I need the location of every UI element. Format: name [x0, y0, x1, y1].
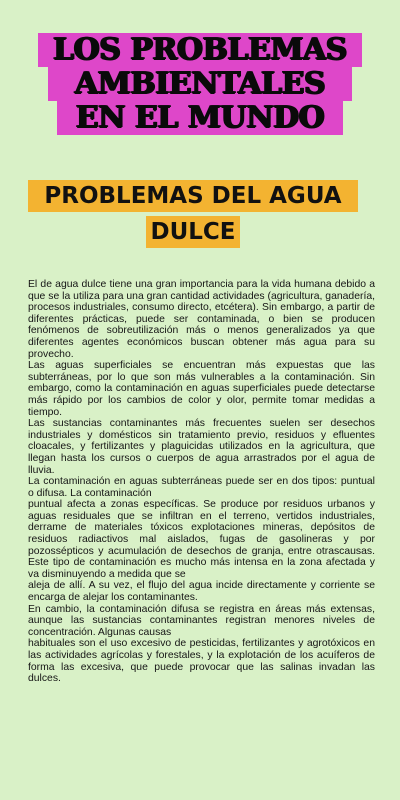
paragraph: aleja de allí. A su vez, el flujo del agua incide directamente y corriente se encarga de alejar los contaminantes. — [28, 580, 375, 604]
main-title-line-1: LOS PROBLEMAS — [38, 33, 362, 67]
section-heading-line-1: PROBLEMAS DEL AGUA — [28, 180, 358, 212]
main-title — [38, 33, 362, 135]
main-title-line-3: EN EL MUNDO — [57, 101, 343, 135]
paragraph: En cambio, la contaminación difusa se registra en áreas más extensas, aunque las sustancias contaminantes registran menores niveles de concentración. Algunas causas — [28, 603, 375, 638]
section-heading-line-2: DULCE — [146, 216, 240, 248]
paragraph: Las sustancias contaminantes más frecuentes suelen ser desechos industriales y domésticos sin tratamiento previo, residuos y efluentes cloacales, y fertilizantes y plaguicidas utilizados en la agricultura, que llegan hasta los cursos o cuerpos de agua arrastrados por el agua de lluvia. — [28, 418, 375, 476]
article-body — [28, 279, 375, 685]
section-heading — [28, 180, 358, 248]
paragraph: La contaminación en aguas subterráneas puede ser en dos tipos: puntual o difusa. La contaminación — [28, 476, 375, 499]
paragraph: habituales son el uso excesivo de pesticidas, fertilizantes y agrotóxicos en las actividades agrícolas y forestales, y la explotación de los acuíferos de forma las excesiva, que puede provocar que las salinas invadan las dulces. — [28, 638, 375, 685]
main-title-line-2: AMBIENTALES — [48, 67, 352, 101]
paragraph: puntual afecta a zonas específicas. Se produce por residuos urbanos y aguas residuales que se infiltran en el terreno, vertidos industriales, derrame de materiales tóxicos explotaciones mineras, depósitos de residuos radiactivos mal aislados, fugas de gasolineras y por pozossépticos y acumulación de desechos de granja, entre otrascausas. Este tipo de contaminación es mucho más intensa en la zona afectada y va disminuyendo a medida que se — [28, 499, 375, 580]
paragraph: El de agua dulce tiene una gran importancia para la vida humana debido a que se la utiliza para una gran cantidad actividades (agricultura, ganadería, procesos industriales, consumo directo, etcétera). Sin embargo, a partir de diferentes prácticas, puede ser contaminada, o bien se producen fenómenos de sobreutilización más o menos generalizados ya que diferentes agentes económicos buscan obtener más agua para su provecho. — [28, 279, 375, 360]
paragraph: Las aguas superficiales se encuentran más expuestas que las subterráneas, por lo que son más vulnerables a la contaminación. Sin embargo, como la contaminación en aguas superficiales puede detectarse más rápido por los cambios de color y olor, permite tomar medidas a tiempo. — [28, 360, 375, 418]
